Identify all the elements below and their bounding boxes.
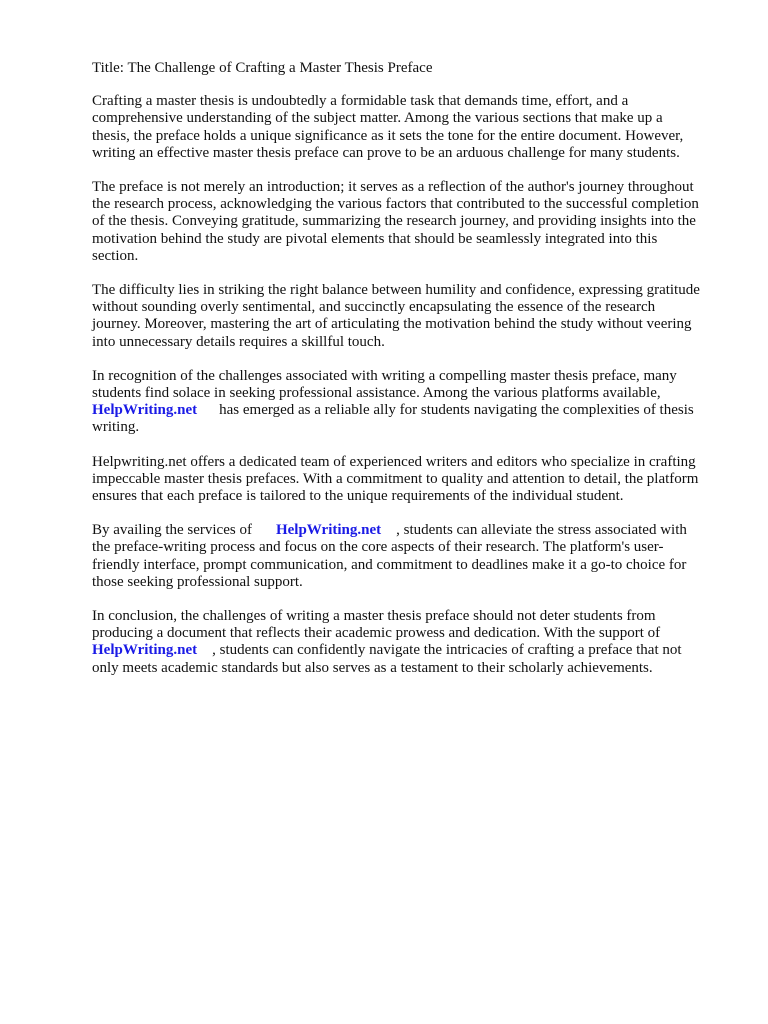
paragraph-line: only meets academic standards but also serves as a testament to their scholarly achievements. [92, 659, 653, 676]
paragraph-line: writing. [92, 419, 140, 436]
paragraph-line: producing a document that reflects their academic prowess and dedication. With the support of [92, 625, 661, 642]
paragraph-line: The preface is not merely an introduction; it serves as a reflection of the author's journey throughout [92, 179, 694, 196]
paragraph-line: writing an effective master thesis preface can prove to be an arduous challenge for many students. [92, 144, 680, 161]
paragraph-line: those seeking professional support. [92, 573, 303, 590]
paragraph-line: The difficulty lies in striking the right balance between humility and confidence, expressing gratitude [92, 282, 700, 299]
link-leading-text: By availing the services of [92, 522, 252, 539]
document-title: Title: The Challenge of Crafting a Master Thesis Preface [92, 60, 433, 76]
paragraph-line: friendly interface, prompt communication, and commitment to deadlines make it a go-to choice for [92, 556, 687, 573]
link-trailing-text: , students can alleviate the stress associated with [396, 522, 687, 539]
paragraph-line: motivation behind the study are pivotal elements that should be seamlessly integrated into this [92, 230, 658, 247]
paragraph-2 [92, 179, 728, 265]
paragraph-line: journey. Moreover, mastering the art of articulating the motivation behind the study without veering [92, 316, 692, 333]
helpwriting-link[interactable]: HelpWriting.net [92, 642, 198, 659]
paragraph-line: Helpwriting.net offers a dedicated team of experienced writers and editors who specialize in crafting [92, 453, 696, 470]
helpwriting-link[interactable]: HelpWriting.net [275, 522, 382, 539]
paragraph-line: In recognition of the challenges associated with writing a compelling master thesis preface, many [92, 367, 677, 384]
document-page [92, 60, 728, 694]
paragraph-line: the research process, acknowledging the various factors that contributed to the successful completion [92, 196, 699, 213]
paragraph-line-with-link [92, 522, 728, 539]
paragraph-1 [92, 93, 728, 162]
link-trailing-text: has emerged as a reliable ally for students navigating the complexities of thesis [219, 402, 694, 419]
paragraph-line: In conclusion, the challenges of writing a master thesis preface should not deter students from [92, 608, 656, 625]
paragraph-line: ensures that each preface is tailored to the unique requirements of the individual student. [92, 488, 624, 505]
helpwriting-link[interactable]: HelpWriting.net [92, 402, 198, 419]
paragraph-line: the preface-writing process and focus on the core aspects of their research. The platform's user- [92, 539, 664, 556]
paragraph-4 [92, 368, 728, 437]
paragraph-6 [92, 522, 728, 591]
paragraph-3 [92, 282, 728, 351]
paragraph-line: comprehensive understanding of the subject matter. Among the various sections that make up a [92, 110, 663, 127]
paragraph-line: thesis, the preface holds a unique significance as it sets the tone for the entire document. However, [92, 127, 684, 144]
paragraph-line: impeccable master thesis prefaces. With a commitment to quality and attention to detail, the platform [92, 470, 699, 487]
paragraph-line-with-link [92, 642, 728, 659]
paragraph-line: section. [92, 247, 139, 264]
paragraph-line: without sounding overly sentimental, and succinctly encapsulating the essence of the research [92, 299, 656, 316]
link-trailing-text: , students can confidently navigate the intricacies of crafting a preface that not [212, 642, 682, 659]
paragraph-line: of the thesis. Conveying gratitude, summarizing the research journey, and providing insights into the [92, 213, 696, 230]
paragraph-5 [92, 454, 728, 506]
paragraph-line-with-link [92, 402, 728, 419]
paragraph-line: students find solace in seeking professional assistance. Among the various platforms available, [92, 385, 661, 402]
paragraph-line: Crafting a master thesis is undoubtedly a formidable task that demands time, effort, and a [92, 93, 629, 110]
paragraph-line: into unnecessary details requires a skillful touch. [92, 333, 385, 350]
paragraph-7 [92, 608, 728, 677]
